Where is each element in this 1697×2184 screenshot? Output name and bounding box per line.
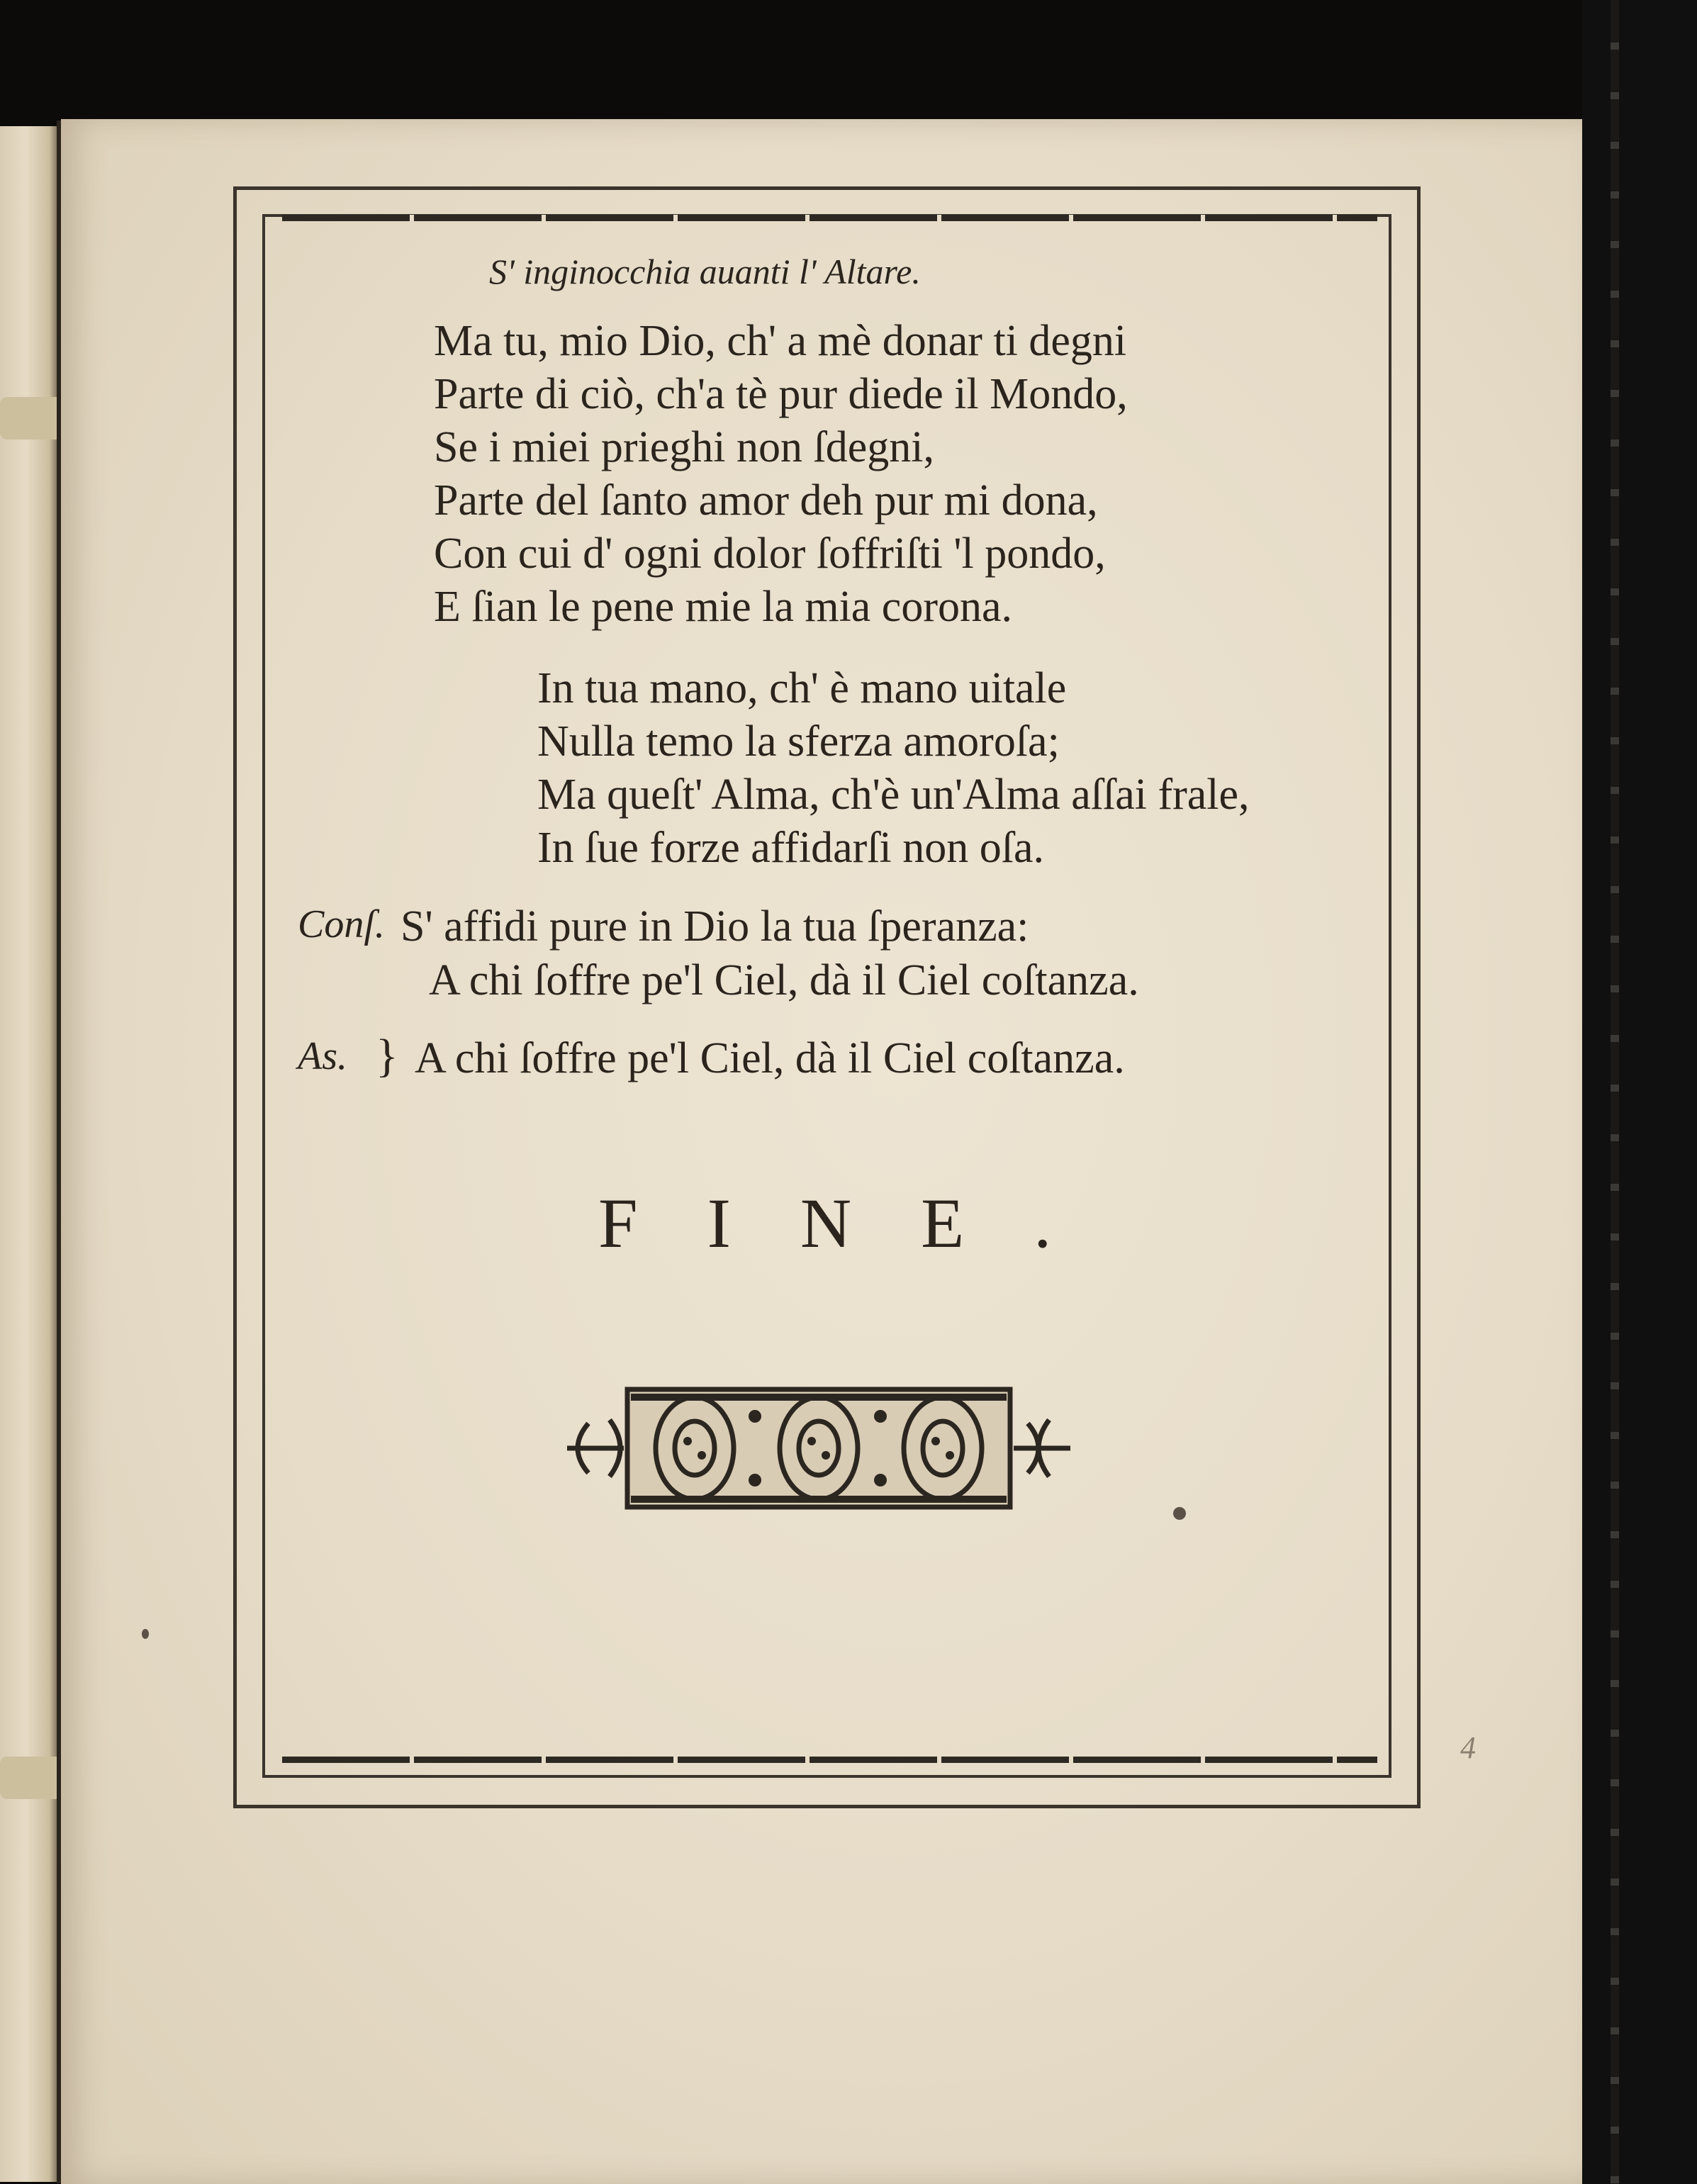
page-number: 4 [1460, 1730, 1476, 1765]
scan-background [1582, 0, 1697, 2184]
ink-spot [1173, 1507, 1186, 1520]
ink-spot [142, 1629, 149, 1639]
verse-line: Nulla temo la sferza amoroſa; [537, 717, 1060, 766]
stanza-2 [537, 662, 1250, 875]
stanza-1 [434, 315, 1128, 634]
confessor-line-2: A chi ſoffre pe'l Ciel, dà il Ciel coſtanza. [429, 956, 1139, 1004]
fine-title: FINE. [598, 1184, 1121, 1262]
confessor-line-1: S' affidi pure in Dio la tua ſperanza: [401, 902, 1029, 951]
verse-line: In ſue forze affidarſi non oſa. [537, 824, 1044, 872]
verse-line: Ma queſt' Alma, ch'è un'Alma aſſai frale, [537, 771, 1250, 819]
verse-line: E ſian le pene mie la mia corona. [434, 583, 1012, 631]
verse-line: Parte di ciò, ch'a tè pur diede il Mondo, [434, 370, 1128, 418]
speaker-confessor: Conſ. [298, 902, 385, 946]
top-rule [282, 215, 1377, 221]
verse-line: Parte del ſanto amor deh pur mi dona, [434, 476, 1098, 525]
verse-line: Ma tu, mio Dio, ch' a mè donar ti degni [434, 317, 1127, 365]
printers-ornament [560, 1381, 1077, 1516]
verse-line: Se i miei prieghi non ſdegni, [434, 423, 935, 471]
scan-ruler [1611, 0, 1619, 2184]
chorus-line: A chi ſoffre pe'l Ciel, dà il Ciel coſtanza. [415, 1034, 1125, 1082]
bottom-rule [282, 1757, 1377, 1763]
stage-direction: S' inginocchia auanti l' Altare. [489, 252, 921, 291]
verse-line: Con cui d' ogni dolor ſoffriſti 'l pondo, [434, 530, 1106, 578]
verse-line: In tua mano, ch' è mano uitale [537, 664, 1067, 712]
speaker-chorus: As. [298, 1034, 347, 1078]
chorus-brace: } [376, 1030, 398, 1082]
